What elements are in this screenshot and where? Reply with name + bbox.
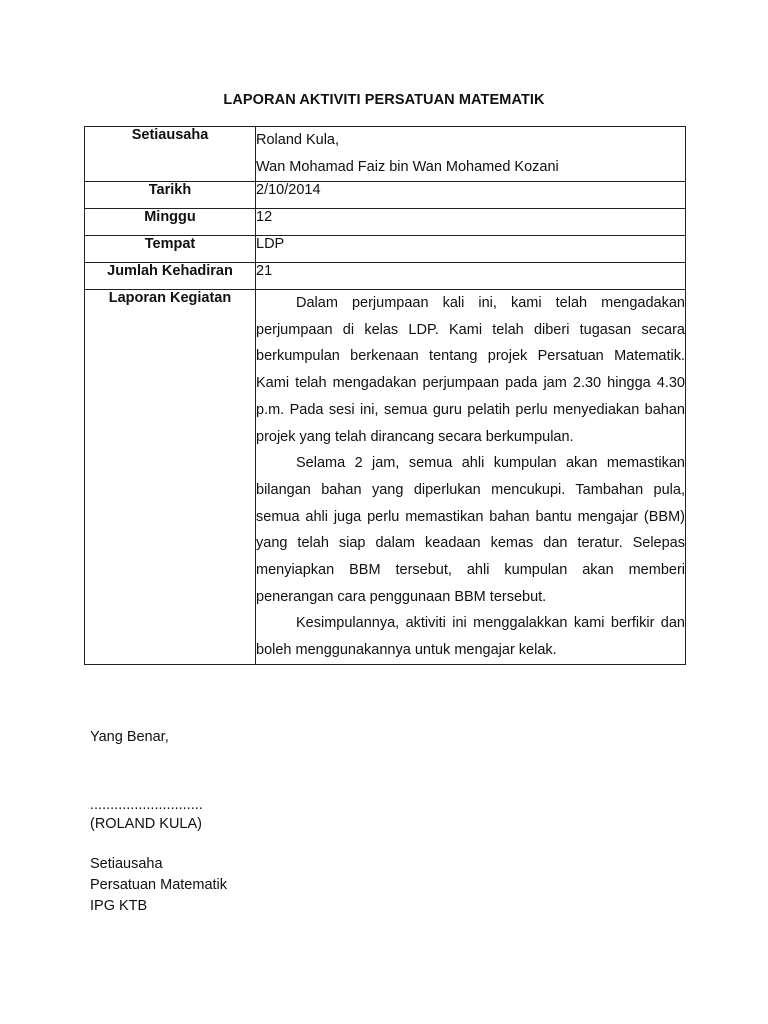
row-laporan: [85, 290, 686, 665]
signatory-name: (ROLAND KULA): [90, 816, 202, 832]
row-tarikh: [85, 182, 686, 209]
report-paragraph: Selama 2 jam, semua ahli kumpulan akan memastikan bilangan bahan yang diperlukan mencukupi. Tambahan pula, semua ahli juga perlu memastikan bahan bantu mengajar (BBM) yang telah siap dalam keadaan kemas dan teratur. Selepas menyiapkan BBM tersebut, ahli kumpulan akan memberi penerangan cara penggunaan BBM tersebut.: [256, 455, 685, 605]
value-tarikh: 2/10/2014: [256, 182, 686, 209]
row-setiausaha: [85, 127, 686, 182]
secretary-name-2: Wan Mohamad Faiz bin Wan Mohamed Kozani: [256, 159, 559, 175]
report-table: [84, 126, 686, 665]
row-kehadiran: [85, 263, 686, 290]
value-tempat: LDP: [256, 236, 686, 263]
label-minggu: Minggu: [85, 209, 256, 236]
document-title: LAPORAN AKTIVITI PERSATUAN MATEMATIK: [223, 92, 545, 108]
value-minggu: 12: [256, 209, 686, 236]
signature-line: ............................: [90, 797, 203, 813]
label-tempat: Tempat: [85, 236, 256, 263]
signatory-position: Setiausaha: [90, 856, 163, 872]
signatory-institution: IPG KTB: [90, 898, 148, 914]
secretary-name-1: Roland Kula,: [256, 132, 340, 148]
value-laporan: [256, 290, 686, 665]
report-paragraph: Kesimpulannya, aktiviti ini menggalakkan kami berfikir dan boleh menggunakannya untuk mengajar kelak.: [256, 615, 685, 659]
row-tempat: [85, 236, 686, 263]
signatory-organization: Persatuan Matematik: [90, 877, 228, 893]
label-tarikh: Tarikh: [85, 182, 256, 209]
row-minggu: [85, 209, 686, 236]
label-setiausaha: Setiausaha: [85, 127, 256, 182]
value-setiausaha: [256, 127, 686, 182]
label-kehadiran: Jumlah Kehadiran: [85, 263, 256, 290]
label-laporan: Laporan Kegiatan: [85, 290, 256, 665]
report-paragraph: Dalam perjumpaan kali ini, kami telah mengadakan perjumpaan di kelas LDP. Kami telah diberi tugasan secara berkumpulan berkenaan tentang projek Persatuan Matematik. Kami telah mengadakan perjumpaan pada jam 2.30 hingga 4.30 p.m. Pada sesi ini, semua guru pelatih perlu menyediakan bahan projek yang telah dirancang secara berkumpulan.: [256, 295, 685, 445]
value-kehadiran: 21: [256, 263, 686, 290]
salutation: Yang Benar,: [90, 729, 169, 745]
